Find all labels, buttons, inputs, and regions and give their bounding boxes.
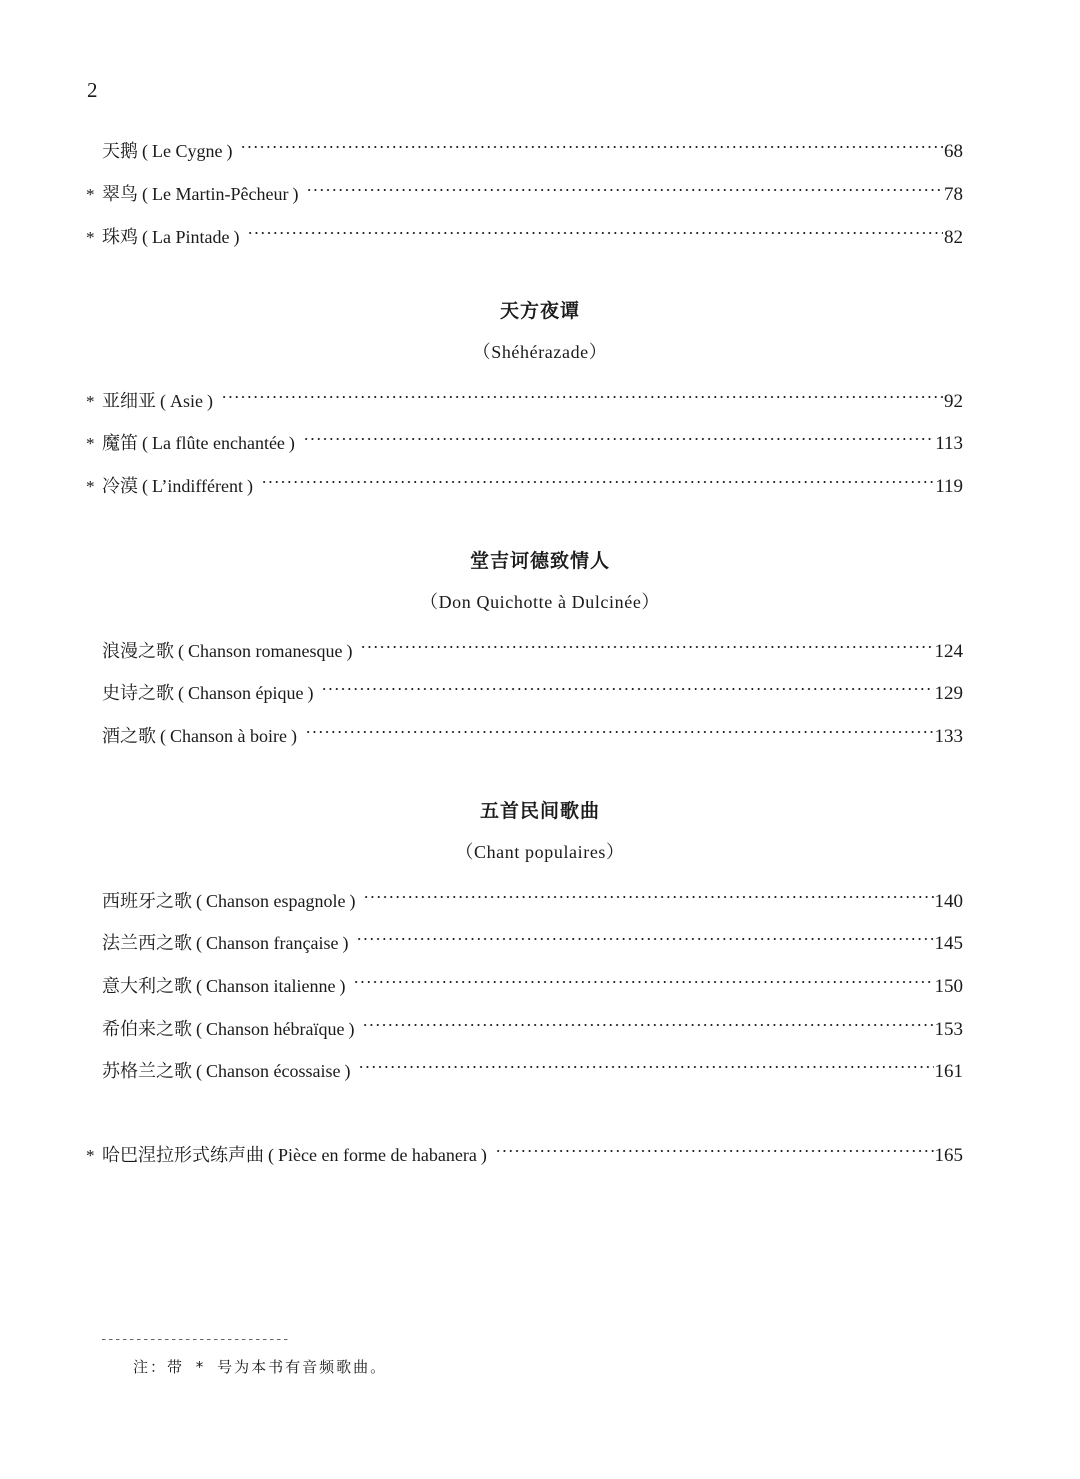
entry-title-french: Chanson écossaise [206,1061,341,1081]
entry-title-chinese: 珠鸡 [102,227,138,248]
entry-page-number[interactable]: 145 [934,933,963,954]
audio-star-marker: * [86,477,95,496]
paren-close: ) [246,476,253,496]
audio-star-marker: * [86,434,95,453]
entry-page-number[interactable]: 82 [944,227,963,248]
toc-entry[interactable] [86,1007,963,1040]
entry-title-chinese: 意大利之歌 [102,976,192,997]
dot-leader [321,671,933,699]
entry-title-chinese: 翠鸟 [102,184,138,205]
entry-title-chinese: 希伯来之歌 [102,1019,192,1040]
entry-title-chinese: 西班牙之歌 [102,891,192,912]
dot-leader [362,1007,933,1035]
paren-open: ( [196,976,202,996]
paren-open: ( [196,891,202,911]
entry-title-french: Pièce en forme de habanera [278,1145,477,1165]
paren-open: ( [196,1061,202,1081]
dot-leader [356,921,933,949]
entry-title-french: Chanson espagnole [206,891,346,911]
entry-title-french: Asie [170,391,203,411]
toc-entry[interactable] [86,464,963,497]
paren-close: ) [290,726,297,746]
dot-leader [303,421,934,449]
paren-open: ( [178,641,184,661]
entry-page-number[interactable]: 140 [934,891,963,912]
paren-close: ) [339,976,346,996]
toc-entry[interactable] [86,671,963,704]
entry-page-number[interactable]: 133 [934,726,963,747]
paren-open: ( [160,391,166,411]
entry-title-chinese: 亚细亚 [102,391,156,412]
section-title: 五首民间歌曲 [479,800,600,822]
toc-entry[interactable] [86,629,963,662]
paren-open: ( [142,476,148,496]
paren-open: ( [142,141,148,161]
entry-title-french: La flûte enchantée [152,433,285,453]
paren-open: ( [196,1019,202,1039]
section-subtitle: （Chant populaires） [455,842,625,862]
entry-title-chinese: 冷漠 [102,476,138,497]
paren-close: ) [233,227,240,247]
paren-close: ) [348,1019,355,1039]
dot-leader [240,129,943,157]
paren-close: ) [342,933,349,953]
entry-title-chinese: 苏格兰之歌 [102,1061,192,1082]
paren-open: ( [142,227,148,247]
paren-close: ) [349,891,356,911]
toc-entry[interactable] [86,379,963,412]
dot-leader [305,714,934,742]
dot-leader [358,1049,933,1077]
entry-page-number[interactable]: 92 [944,391,963,412]
entry-title-chinese: 哈巴涅拉形式练声曲 [102,1145,264,1166]
entry-title-chinese: 酒之歌 [102,726,156,747]
entry-title-french: La Pintade [152,227,230,247]
paren-open: ( [142,184,148,204]
entry-page-number[interactable]: 129 [934,683,963,704]
dot-leader [306,172,943,200]
entry-title-french: L’indifférent [152,476,243,496]
entry-page-number[interactable]: 150 [934,976,963,997]
dot-leader [247,215,943,243]
paren-close: ) [292,184,299,204]
paren-close: ) [344,1061,351,1081]
entry-page-number[interactable]: 68 [944,141,963,162]
paren-open: ( [268,1145,274,1165]
paren-close: ) [480,1145,487,1165]
entry-title-french: Le Martin-Pêcheur [152,184,289,204]
dot-leader [353,964,933,992]
entry-title-chinese: 法兰西之歌 [102,933,192,954]
paren-close: ) [226,141,233,161]
page-number: 2 [87,78,98,102]
dot-leader [495,1133,934,1161]
entry-title-french: Chanson à boire [170,726,287,746]
paren-open: ( [160,726,166,746]
entry-page-number[interactable]: 113 [935,433,963,454]
entry-page-number[interactable]: 124 [934,641,963,662]
toc-entry[interactable] [86,172,963,205]
toc-entry[interactable] [86,921,963,954]
footnote-divider [102,1339,288,1340]
toc-entry[interactable] [86,421,963,454]
paren-open: ( [178,683,184,703]
entry-title-french: Chanson française [206,933,339,953]
dot-leader [221,379,943,407]
audio-star-marker: * [86,185,95,204]
section-subtitle: （Shéhérazade） [472,342,608,362]
paren-close: ) [207,391,213,411]
audio-star-marker: * [86,1146,95,1165]
section-subtitle: （Don Quichotte à Dulcinée） [419,592,661,612]
entry-page-number[interactable]: 119 [935,476,963,497]
paren-close: ) [307,683,314,703]
toc-entry[interactable] [86,879,963,912]
toc-entry[interactable] [86,1049,963,1082]
dot-leader [360,629,933,657]
entry-title-french: Le Cygne [152,141,223,161]
toc-entry[interactable] [86,964,963,997]
entry-title-chinese: 浪漫之歌 [102,641,174,662]
toc-entry[interactable] [86,215,963,248]
entry-title-french: Chanson romanesque [188,641,343,661]
paren-open: ( [142,433,148,453]
entry-title-chinese: 史诗之歌 [102,683,174,704]
entry-page-number[interactable]: 153 [934,1019,963,1040]
footnote: 注：带 * 号为本书有音频歌曲。 [133,1358,388,1376]
dot-leader [363,879,933,907]
toc-entry[interactable] [86,1133,963,1166]
paren-close: ) [346,641,353,661]
entry-title-chinese: 魔笛 [102,433,138,454]
entry-title-french: Chanson hébraïque [206,1019,345,1039]
audio-star-marker: * [86,392,95,411]
entry-page-number[interactable]: 78 [944,184,963,205]
entry-title-chinese: 天鹅 [102,141,138,162]
paren-open: ( [196,933,202,953]
section-title: 堂吉诃德致情人 [469,550,610,572]
entry-title-french: Chanson épique [188,683,304,703]
entry-page-number[interactable]: 165 [934,1145,963,1166]
section-title: 天方夜谭 [499,300,580,322]
paren-close: ) [288,433,295,453]
dot-leader [261,464,934,492]
entry-title-french: Chanson italienne [206,976,336,996]
audio-star-marker: * [86,228,95,247]
entry-page-number[interactable]: 161 [934,1061,963,1082]
toc-entry[interactable] [86,714,963,747]
toc-entry[interactable] [86,129,963,162]
